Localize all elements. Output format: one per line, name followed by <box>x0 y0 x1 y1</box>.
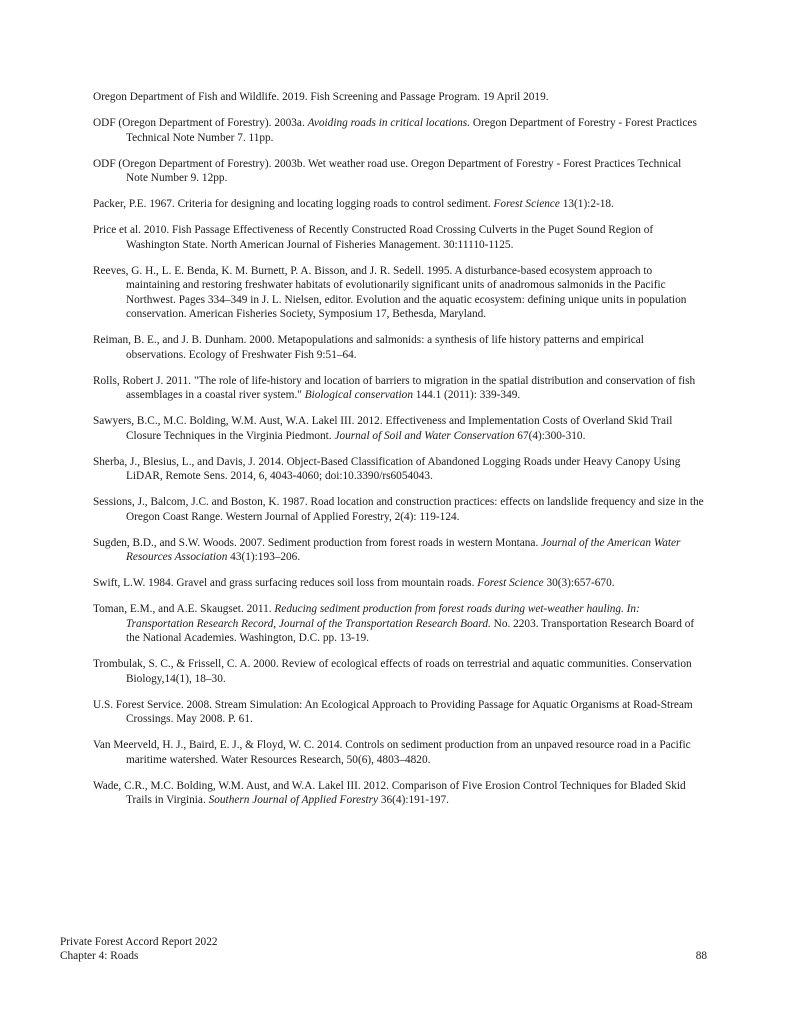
reference-list <box>93 90 705 819</box>
reference-text: U.S. Forest Service. 2008. Stream Simulation: An Ecological Approach to Providing Passage for Aquatic Organisms at Road-Stream Crossings. May 2008. P. 61. <box>93 698 693 725</box>
reference-entry <box>93 536 705 565</box>
reference-entry <box>93 738 705 767</box>
reference-italic-text: Journal of Soil and Water Conservation <box>334 429 515 442</box>
reference-text: Sherba, J., Blesius, L., and Davis, J. 2014. Object-Based Classification of Abandoned Logging Roads under Heavy Canopy Using LiDAR, Remote Sens. 2014, 6, 4043-4060; doi:10.3390/rs6054043. <box>93 455 681 482</box>
reference-entry <box>93 495 705 524</box>
reference-text: Oregon Department of Forestry - Forest Practices Technical Note Number 7. 11pp. <box>126 117 697 144</box>
reference-entry <box>93 455 705 484</box>
reference-text: 144.1 (2011): 339-349. <box>412 389 521 401</box>
reference-text: 13(1):2-18. <box>559 198 614 210</box>
reference-text: Reiman, B. E., and J. B. Dunham. 2000. Metapopulations and salmonids: a synthesis of life history patterns and empirical observations. Ecology of Freshwater Fish 9:51–64. <box>93 334 644 361</box>
reference-entry <box>93 116 705 145</box>
reference-text: 67(4):300-310. <box>514 429 586 442</box>
reference-italic-text: Southern Journal of Applied Forestry <box>208 794 379 806</box>
reference-text: 36(4):191-197. <box>378 794 449 806</box>
page-number: 88 <box>695 949 707 962</box>
reference-entry <box>93 90 705 105</box>
reference-text: Sawyers, B.C., M.C. Bolding, W.M. Aust, W.A. Lakel III. 2012. Effectiveness and Implementation Costs of Overland Skid Trail Closure Techniques in the Virginia Piedmont. <box>93 415 673 442</box>
reference-italic-text: Avoiding roads in critical locations. <box>307 117 471 129</box>
reference-entry <box>93 197 705 212</box>
reference-entry <box>93 264 705 322</box>
reference-entry <box>93 602 705 646</box>
reference-entry <box>93 157 705 186</box>
reference-italic-text: Forest Science <box>493 198 560 210</box>
reference-entry <box>93 223 705 252</box>
reference-entry <box>93 414 705 443</box>
reference-text: Rolls, Robert J. 2011. "The role of life-history and location of barriers to migration in the spatial distribution and conservation of fish assemblages in a coastal river system." <box>93 374 696 401</box>
reference-text: Sugden, B.D., and S.W. Woods. 2007. Sediment production from forest roads in western Montana. <box>93 536 542 549</box>
reference-text: Reeves, G. H., L. E. Benda, K. M. Burnett, P. A. Bisson, and J. R. Sedell. 1995. A disturbance-based ecosystem approach to maintaining and restoring freshwater habitats of evolutionarily significant units of anadromous salmonids in the Pacific Northwest. Pages 334–349 in J. L. Nielsen, editor. Evolution and the aquatic ecosystem: defining unique units in population conservation. American Fisheries Society, Symposium 17, Bethesda, Maryland. <box>93 264 687 320</box>
page-footer <box>60 936 707 963</box>
reference-text: ODF (Oregon Department of Forestry). 2003a. <box>93 117 308 129</box>
reference-entry <box>93 333 705 362</box>
reference-text: No. 2203. Transportation Research Board of the National Academies. Washington, D.C. pp. 13-19. <box>126 617 695 644</box>
reference-text: Wade, C.R., M.C. Bolding, W.M. Aust, and W.A. Lakel III. 2012. Comparison of Five Erosion Control Techniques for Bladed Skid Trails in Virginia. <box>93 779 686 806</box>
reference-entry <box>93 779 705 808</box>
reference-entry <box>93 657 705 686</box>
reference-text: Oregon Department of Fish and Wildlife. 2019. Fish Screening and Passage Program. 19 April 2019. <box>93 91 549 103</box>
reference-text: Van Meerveld, H. J., Baird, E. J., & Floyd, W. C. 2014. Controls on sediment production from an unpaved resource road in a Pacific maritime watershed. Water Resources Research, 50(6), 4803–4820. <box>93 739 691 766</box>
reference-text: Price et al. 2010. Fish Passage Effectiveness of Recently Constructed Road Crossing Culverts in the Puget Sound Region of Washington State. North American Journal of Fisheries Management. 30:11110-1125. <box>93 224 654 251</box>
reference-entry <box>93 698 705 727</box>
reference-text: Sessions, J., Balcom, J.C. and Boston, K. 1987. Road location and construction practices: effects on landslide frequency and size in the Oregon Coast Range. Western Journal of Applied Forestry, 2(4): 119-124. <box>93 496 704 523</box>
reference-text: Packer, P.E. 1967. Criteria for designing and locating logging roads to control sediment. <box>93 198 494 210</box>
reference-entry <box>93 576 705 591</box>
reference-text: Toman, E.M., and A.E. Skaugset. 2011. <box>93 603 275 615</box>
footer-chapter: Chapter 4: Roads <box>60 949 139 962</box>
reference-italic-text: Forest Science <box>477 577 544 589</box>
footer-report-title: Private Forest Accord Report 2022 <box>60 936 218 948</box>
reference-text: 30(3):657-670. <box>543 577 615 589</box>
reference-text: ODF (Oregon Department of Forestry). 2003b. Wet weather road use. Oregon Department of Forestry - Forest Practices Technical Note Number 9. 12pp. <box>93 157 682 184</box>
reference-text: Trombulak, S. C., & Frissell, C. A. 2000. Review of ecological effects of roads on terrestrial and aquatic communities. Conservation Biology,14(1), 18–30. <box>93 658 692 685</box>
reference-italic-text: Journal of the American Water Resources Association <box>126 536 681 563</box>
reference-text: 43(1):193–206. <box>227 551 301 563</box>
reference-italic-text: Biological conservation <box>304 389 413 401</box>
reference-entry <box>93 374 705 403</box>
reference-text: Swift, L.W. 1984. Gravel and grass surfacing reduces soil loss from mountain roads. <box>93 577 478 589</box>
reference-italic-text: Reducing sediment production from forest roads during wet-weather hauling. In: Transportation Research Record, Journal of the Transportation Research Board. <box>126 603 640 630</box>
